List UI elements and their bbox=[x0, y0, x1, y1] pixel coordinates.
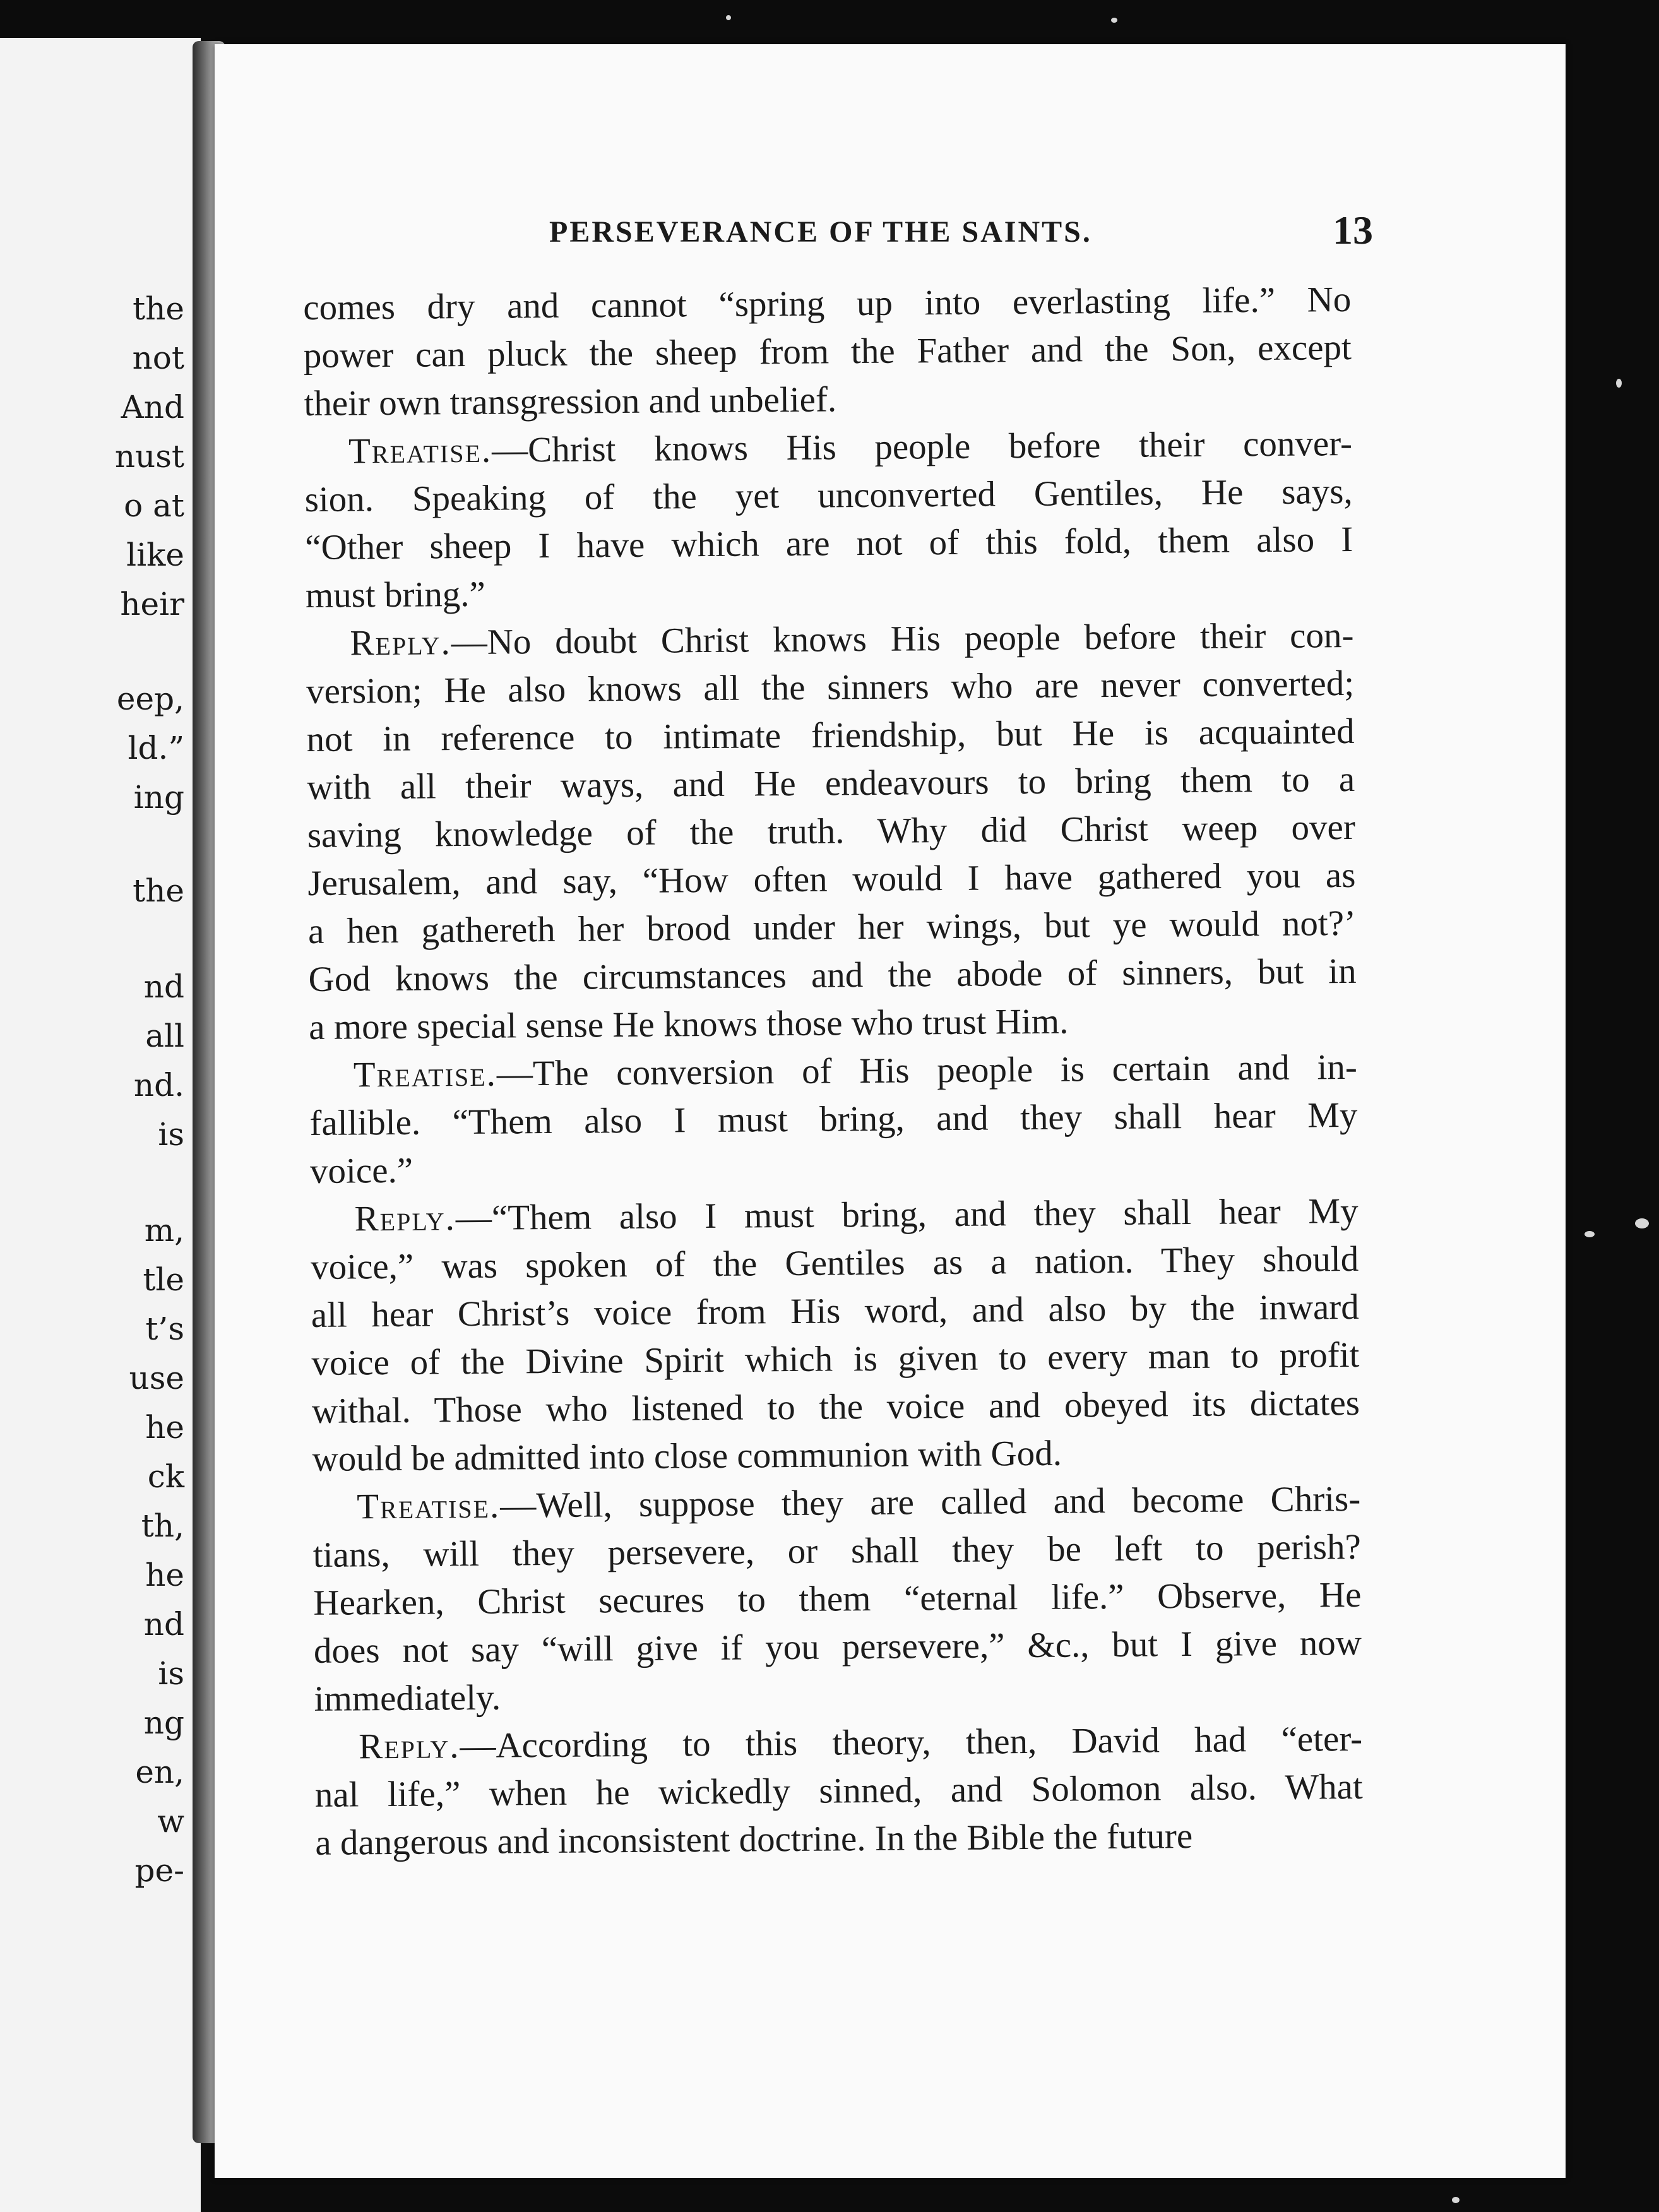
text-line: voice,” was spoken of the Gentiles as a nation. They should bbox=[310, 1239, 1359, 1287]
speaker-label: Treatise. bbox=[348, 430, 492, 472]
paragraph bbox=[310, 1187, 1360, 1484]
text-line bbox=[306, 612, 1354, 668]
previous-page-fragment: nd bbox=[143, 968, 184, 1005]
text-line: version; He also knows all the sinners who are never converted; bbox=[306, 663, 1355, 711]
speaker-label: Reply. bbox=[350, 622, 451, 663]
speaker-label: Reply. bbox=[358, 1726, 460, 1767]
text-line: comes dry and cannot “spring up into everlasting life.” No bbox=[303, 279, 1352, 328]
text-line: saving knowledge of the truth. Why did Christ weep over bbox=[307, 807, 1356, 855]
scan-speck bbox=[726, 15, 731, 20]
text-line: voice of the Divine Spirit which is given to every man to profit bbox=[311, 1335, 1360, 1383]
text-line bbox=[310, 1187, 1359, 1244]
paragraph bbox=[306, 612, 1357, 1052]
text-line: immediately. bbox=[314, 1677, 501, 1719]
text-line: Jerusalem, and say, “How often would I have gathered you as bbox=[307, 855, 1356, 903]
previous-page-fragment: tle bbox=[143, 1261, 184, 1298]
text-line: nal life,” when he wickedly sinned, and Solomon also. What bbox=[314, 1766, 1363, 1815]
line-text: —The conversion of His people is certain and in- bbox=[496, 1047, 1358, 1094]
previous-page-fragment: like bbox=[126, 537, 184, 573]
text-line bbox=[304, 420, 1353, 476]
text-line: Hearken, Christ secures to them “eternal life.” Observe, He bbox=[313, 1574, 1362, 1623]
previous-page-fragment: ing bbox=[133, 779, 184, 816]
text-line: with all their ways, and He endeavours to bring them to a bbox=[307, 759, 1355, 807]
previous-page-fragment: nd. bbox=[133, 1067, 184, 1103]
previous-page-fragment: pe- bbox=[134, 1852, 184, 1889]
text-line: not in reference to intimate friendship, but He is acquainted bbox=[306, 711, 1355, 759]
text-line: a dangerous and inconsistent doctrine. In the Bible the future bbox=[315, 1816, 1193, 1863]
text-line bbox=[314, 1715, 1363, 1771]
line-text: —According to this theory, then, David had “eter- bbox=[460, 1718, 1363, 1766]
text-line: must bring.” bbox=[305, 574, 486, 615]
previous-page-fragment: o at bbox=[124, 487, 184, 524]
paragraph bbox=[304, 420, 1353, 620]
previous-page-fragment: eep, bbox=[116, 681, 184, 717]
paragraph bbox=[303, 276, 1352, 428]
previous-page-fragment: is bbox=[158, 1116, 184, 1153]
previous-page-fragment: ld.” bbox=[128, 730, 184, 766]
line-text: —“Them also I must bring, and they shall hear My bbox=[455, 1191, 1359, 1239]
paragraph bbox=[312, 1475, 1362, 1723]
previous-page-fragment: is bbox=[158, 1655, 184, 1692]
previous-page-fragment: ng bbox=[143, 1704, 184, 1741]
text-line: all hear Christ’s voice from His word, and also by the inward bbox=[311, 1287, 1360, 1335]
scan-speck bbox=[1585, 1231, 1595, 1237]
scan-speck bbox=[1635, 1218, 1649, 1228]
text-line: does not say “will give if you persevere,” &c., but I give now bbox=[313, 1622, 1362, 1671]
previous-page-fragment: he bbox=[145, 1557, 184, 1593]
text-line bbox=[312, 1475, 1361, 1531]
scan-speck bbox=[1616, 379, 1622, 388]
text-line: “Other sheep I have which are not of this fold, them also I bbox=[305, 519, 1353, 568]
previous-page-fragment: en, bbox=[135, 1754, 184, 1790]
line-text: —Well, suppose they are called and become Chris- bbox=[500, 1478, 1361, 1526]
text-line: sion. Speaking of the yet unconverted Gentiles, He says, bbox=[304, 471, 1353, 520]
previous-page-fragment: And bbox=[121, 389, 184, 425]
text-line: would be admitted into close communion with God. bbox=[312, 1433, 1062, 1479]
previous-page-fragment: the bbox=[133, 290, 184, 327]
paragraph bbox=[309, 1044, 1359, 1196]
previous-page-fragment: use bbox=[129, 1360, 184, 1396]
page-number: 13 bbox=[1333, 208, 1373, 253]
speaker-label: Reply. bbox=[354, 1198, 456, 1239]
previous-page-fragment: he bbox=[145, 1409, 184, 1446]
previous-page-fragment: m, bbox=[144, 1212, 184, 1249]
previous-page-fragment: nd bbox=[143, 1606, 184, 1643]
scan-speck bbox=[1111, 18, 1117, 23]
previous-page-fragment: not bbox=[132, 340, 184, 376]
line-text: —No doubt Christ knows His people before their con- bbox=[451, 615, 1354, 663]
previous-page-fragment: heir bbox=[120, 586, 184, 622]
text-line bbox=[309, 1044, 1358, 1100]
text-line: God knows the circumstances and the abode of sinners, but in bbox=[308, 951, 1357, 999]
text-line: power can pluck the sheep from the Father and the Son, except bbox=[303, 327, 1352, 376]
line-text: —Christ knows His people before their conver- bbox=[491, 423, 1353, 470]
previous-page-fragment: nust bbox=[114, 438, 184, 475]
text-line: their own transgression and unbelief. bbox=[304, 379, 837, 424]
previous-page-sliver bbox=[0, 38, 201, 2212]
previous-page-fragment: w bbox=[157, 1803, 184, 1840]
text-line: a hen gathereth her brood under her wings, but ye would not?’ bbox=[307, 903, 1357, 951]
speaker-label: Treatise. bbox=[356, 1485, 501, 1527]
previous-page-fragment: the bbox=[133, 872, 184, 909]
paragraph bbox=[314, 1715, 1364, 1867]
book-page bbox=[215, 44, 1566, 2178]
previous-page-fragment: t’s bbox=[145, 1311, 184, 1347]
text-line: fallible. “Them also I must bring, and they shall hear My bbox=[309, 1095, 1358, 1143]
previous-page-fragment: all bbox=[145, 1018, 184, 1054]
previous-page-fragment: th, bbox=[141, 1507, 184, 1544]
speaker-label: Treatise. bbox=[353, 1054, 497, 1095]
previous-page-fragment: ck bbox=[147, 1458, 184, 1495]
text-line: voice.” bbox=[309, 1150, 413, 1191]
text-line: tians, will they persevere, or shall they be left to perish? bbox=[312, 1526, 1362, 1575]
running-head: PERSEVERANCE OF THE SAINTS. bbox=[549, 215, 1092, 249]
text-line: withal. Those who listened to the voice and obeyed its dictates bbox=[311, 1382, 1360, 1431]
scan-speck bbox=[1452, 2197, 1460, 2203]
text-line: a more special sense He knows those who trust Him. bbox=[309, 1001, 1069, 1047]
body-text bbox=[303, 276, 1364, 1867]
